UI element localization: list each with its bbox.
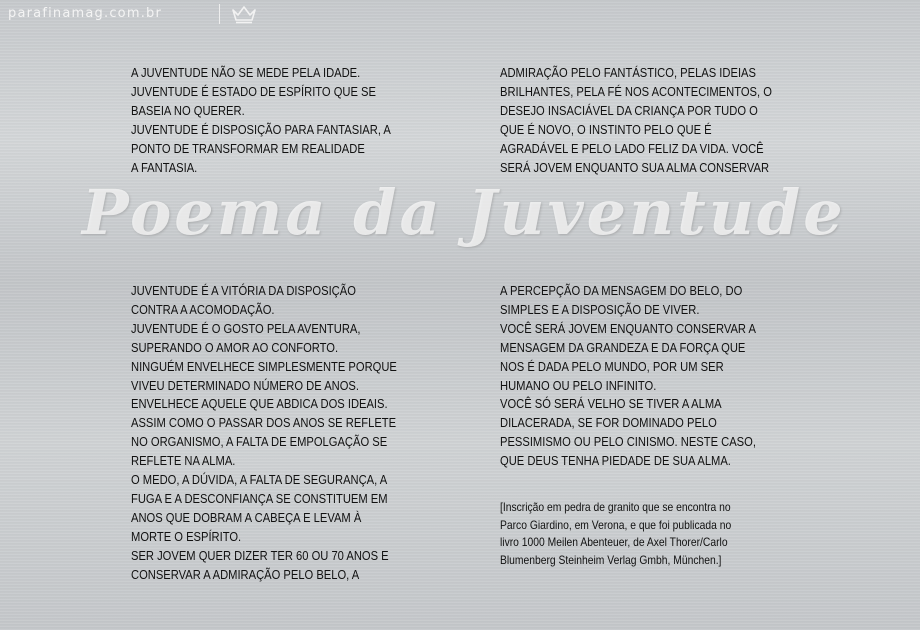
poem-line: NOS É DADA PELO MUNDO, POR UM SER xyxy=(500,358,724,374)
poem-column-top-right xyxy=(500,64,772,177)
site-name: parafinamag.com.br xyxy=(8,6,163,21)
poem-line: VOCÊ SERÁ JOVEM ENQUANTO CONSERVAR A xyxy=(500,320,756,336)
poem-line: A PERCEPÇÃO DA MENSAGEM DO BELO, DO xyxy=(500,283,743,298)
poem-line: SER JOVEM QUER DIZER TER 60 OU 70 ANOS E xyxy=(131,547,389,563)
note-line: Blumenberg Steinheim Verlag Gmbh, München.] xyxy=(500,552,722,567)
poem-line: NINGUÉM ENVELHECE SIMPLESMENTE PORQUE xyxy=(131,358,397,374)
poem-line: AGRADÁVEL E PELO LADO FELIZ DA VIDA. VOCÊ xyxy=(500,140,764,156)
poem-column-bottom-right xyxy=(500,282,756,471)
poem-line: CONSERVAR A ADMIRAÇÃO PELO BELO, A xyxy=(131,566,360,582)
poem-line: A FANTASIA. xyxy=(131,159,198,175)
poem-line: ADMIRAÇÃO PELO FANTÁSTICO, PELAS IDEIAS xyxy=(500,65,756,80)
poem-line: DILACERADA, SE FOR DOMINADO PELO xyxy=(500,415,717,431)
poem-line: SIMPLES E A DISPOSIÇÃO DE VIVER. xyxy=(500,301,700,317)
poem-line: NO ORGANISMO, A FALTA DE EMPOLGAÇÃO SE xyxy=(131,434,388,450)
poem-line: O MEDO, A DÚVIDA, A FALTA DE SEGURANÇA, A xyxy=(131,472,388,488)
poem-line: VOCÊ SÓ SERÁ VELHO SE TIVER A ALMA xyxy=(500,396,722,412)
poem-line: SERÁ JOVEM ENQUANTO SUA ALMA CONSERVAR xyxy=(500,159,770,175)
note-line: Parco Giardino, em Verona, e que foi publicada no xyxy=(500,517,732,532)
poem-line: MORTE O ESPÍRITO. xyxy=(131,528,242,544)
top-bar xyxy=(0,0,920,28)
header-divider xyxy=(219,4,220,24)
poem-line: HUMANO OU PELO INFINITO. xyxy=(500,377,657,393)
poem-line: ANOS QUE DOBRAM A CABEÇA E LEVAM À xyxy=(131,509,362,525)
poem-line: REFLETE NA ALMA. xyxy=(131,453,236,469)
poem-line: PESSIMISMO OU PELO CINISMO. NESTE CASO, xyxy=(500,434,756,450)
poem-line: CONTRA A ACOMODAÇÃO. xyxy=(131,301,275,317)
poem-line: SUPERANDO O AMOR AO CONFORTO. xyxy=(131,339,339,355)
poem-line: JUVENTUDE É A VITÓRIA DA DISPOSIÇÃO xyxy=(131,283,356,298)
poem-line: JUVENTUDE É O GOSTO PELA AVENTURA, xyxy=(131,320,361,336)
poem-line: ASSIM COMO O PASSAR DOS ANOS SE REFLETE xyxy=(131,415,397,431)
source-note xyxy=(500,499,731,569)
poem-line: JUVENTUDE É ESTADO DE ESPÍRITO QUE SE xyxy=(131,83,376,99)
poem-line: DESEJO INSACIÁVEL DA CRIANÇA POR TUDO O xyxy=(500,102,758,118)
poem-line: A JUVENTUDE NÃO SE MEDE PELA IDADE. xyxy=(131,65,361,80)
note-line: livro 1000 Meilen Abenteuer, de Axel Thorer/Carlo xyxy=(500,535,728,550)
poem-line: VIVEU DETERMINADO NÚMERO DE ANOS. xyxy=(131,377,359,393)
poem-line: PONTO DE TRANSFORMAR EM REALIDADE xyxy=(131,140,365,156)
poem-line: QUE É NOVO, O INSTINTO PELO QUE É xyxy=(500,121,712,137)
poem-line: ENVELHECE AQUELE QUE ABDICA DOS IDEAIS. xyxy=(131,396,388,412)
poem-title: Poema da Juventude xyxy=(82,176,846,249)
poem-line: BRILHANTES, PELA FÉ NOS ACONTECIMENTOS, O xyxy=(500,83,772,99)
poem-column-bottom-left xyxy=(131,282,397,585)
poem-line: FUGA E A DESCONFIANÇA SE CONSTITUEM EM xyxy=(131,490,388,506)
poem-line: MENSAGEM DA GRANDEZA E DA FORÇA QUE xyxy=(500,339,746,355)
poem-column-top-left xyxy=(131,64,391,177)
poem-line: QUE DEUS TENHA PIEDADE DE SUA ALMA. xyxy=(500,453,731,469)
poem-line: JUVENTUDE É DISPOSIÇÃO PARA FANTASIAR, A xyxy=(131,121,391,137)
note-line: [Inscrição em pedra de granito que se encontra no xyxy=(500,500,731,514)
poem-line: BASEIA NO QUERER. xyxy=(131,102,245,118)
crown-icon xyxy=(231,4,257,24)
